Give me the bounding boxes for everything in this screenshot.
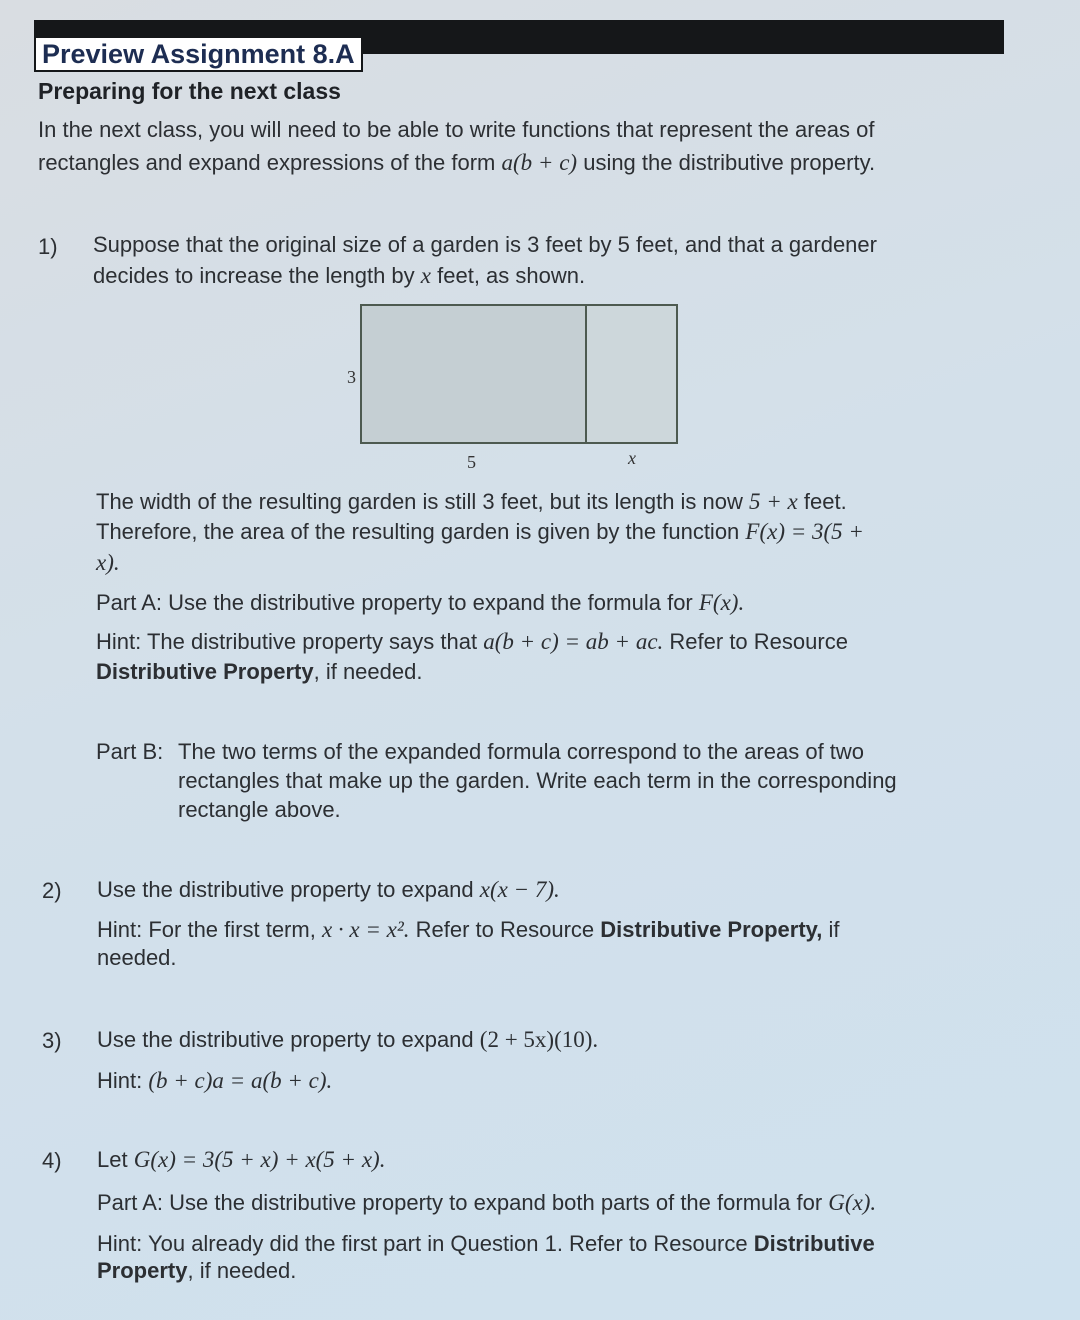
original-garden-rect	[361, 305, 586, 443]
q4-number: 4)	[42, 1148, 62, 1173]
q1-line-1: Suppose that the original size of a garden is 3 feet by 5 feet, and that a gardener	[93, 232, 877, 257]
q1-para-2: Therefore, the area of the resulting garden is given by the function F(x) = 3(5 +	[96, 519, 864, 544]
length-label-5: 5	[467, 452, 476, 472]
width-label: 3	[347, 367, 356, 387]
q1-hint-line-2: Distributive Property, if needed.	[96, 659, 423, 684]
title-box	[34, 36, 363, 72]
intro-math: a(b + c)	[501, 150, 578, 175]
section-subtitle: Preparing for the next class	[38, 78, 341, 104]
q1-hint-line-1: Hint: The distributive property says that a(b + c) = ab + ac. Refer to Resource	[96, 629, 848, 654]
q2-hint-line-1: Hint: For the first term, x · x = x². Refer to Resource Distributive Property, if	[97, 917, 840, 942]
q2-line: Use the distributive property to expand x(x − 7).	[97, 877, 560, 902]
q1-line-2: decides to increase the length by x feet, as shown.	[93, 263, 586, 288]
garden-diagram	[340, 300, 690, 480]
q2-resource-link: Distributive Property,	[600, 917, 823, 942]
q2-number: 2)	[42, 878, 62, 903]
resource-link-distributive-property: Distributive Property	[96, 659, 314, 684]
title-bar	[34, 20, 1004, 69]
q4-hint-line-1: Hint: You already did the first part in Question 1. Refer to Resource Distributive	[97, 1231, 875, 1256]
intro-line-2: rectangles and expand expressions of the form a(b + c) using the distributive property.	[38, 150, 876, 175]
q4-line: Let G(x) = 3(5 + x) + x(5 + x).	[97, 1147, 386, 1172]
q1-part-b-line-1: The two terms of the expanded formula correspond to the areas of two	[178, 739, 865, 764]
q1-part-a: Part A: Use the distributive property to expand the formula for F(x).	[96, 590, 745, 615]
q1-number: 1)	[38, 234, 58, 259]
intro-line-1: In the next class, you will need to be able to write functions that represent the areas of	[38, 117, 875, 142]
q3-hint: Hint: (b + c)a = a(b + c).	[97, 1068, 333, 1093]
q3-number: 3)	[42, 1028, 62, 1053]
q1-part-b-label: Part B:	[96, 739, 164, 764]
length-label-x: x	[628, 448, 636, 468]
q1-part-b-line-3: rectangle above.	[178, 797, 341, 822]
q1-para-3: x).	[96, 550, 120, 575]
q2-hint-line-2: needed.	[97, 945, 177, 970]
page-title: Preview Assignment 8.A	[42, 38, 355, 69]
q1-para-1: The width of the resulting garden is still 3 feet, but its length is now 5 + x feet.	[96, 489, 847, 514]
q4-part-a: Part A: Use the distributive property to expand both parts of the formula for G(x).	[97, 1190, 877, 1215]
q1-part-b-line-2: rectangles that make up the garden. Write each term in the corresponding	[178, 768, 897, 793]
q4-hint-line-2: Property, if needed.	[97, 1258, 297, 1283]
added-garden-rect	[586, 305, 677, 443]
q3-line: Use the distributive property to expand (2 + 5x)(10).	[97, 1027, 599, 1052]
